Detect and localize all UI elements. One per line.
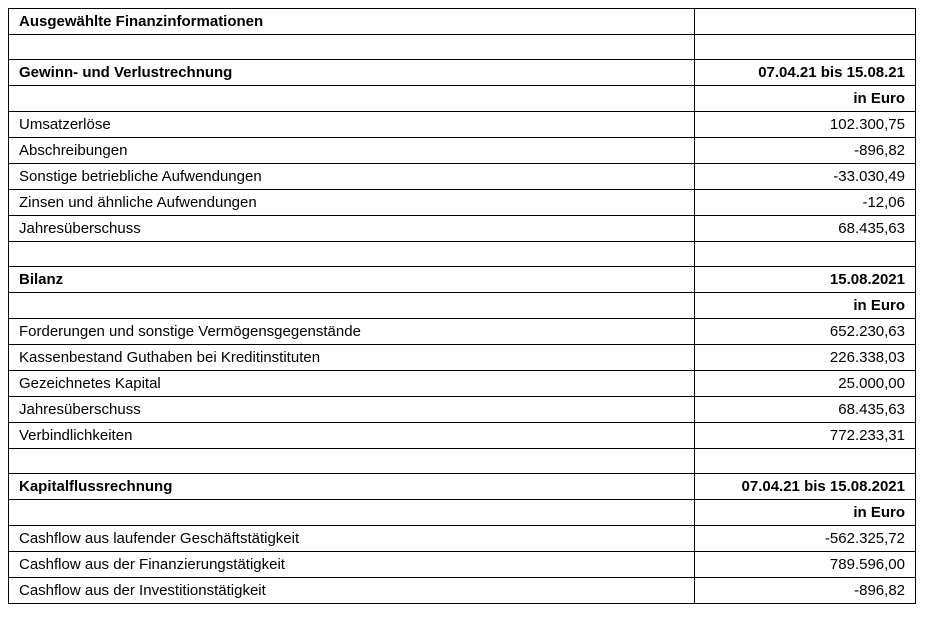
row-value: 772.233,31 [695, 423, 916, 449]
unit-label: in Euro [695, 500, 916, 526]
section-period: 07.04.21 bis 15.08.2021 [695, 474, 916, 500]
row-label: Gezeichnetes Kapital [9, 371, 695, 397]
table-title: Ausgewählte Finanzinformationen [9, 9, 695, 35]
unit-empty-cell [9, 293, 695, 319]
section-period: 15.08.2021 [695, 267, 916, 293]
row-label: Umsatzerlöse [9, 112, 695, 138]
table-row [9, 371, 916, 397]
row-value: -896,82 [695, 578, 916, 604]
spacer-row [9, 242, 916, 267]
row-label: Cashflow aus der Investitionstätigkeit [9, 578, 695, 604]
financial-info-table [8, 8, 916, 604]
row-value: 25.000,00 [695, 371, 916, 397]
row-label: Cashflow aus der Finanzierungstätigkeit [9, 552, 695, 578]
section-heading: Bilanz [9, 267, 695, 293]
unit-empty-cell [9, 500, 695, 526]
row-value: 226.338,03 [695, 345, 916, 371]
row-label: Jahresüberschuss [9, 397, 695, 423]
unit-row [9, 86, 916, 112]
spacer-row [9, 449, 916, 474]
table-row [9, 423, 916, 449]
table-row [9, 345, 916, 371]
row-label: Verbindlichkeiten [9, 423, 695, 449]
row-value: -12,06 [695, 190, 916, 216]
row-label: Cashflow aus laufender Geschäftstätigkeit [9, 526, 695, 552]
row-value: 68.435,63 [695, 397, 916, 423]
spacer-cell [9, 242, 695, 267]
section-heading-row [9, 267, 916, 293]
spacer-cell [9, 35, 695, 60]
financial-info-table-body [9, 9, 916, 604]
section-heading-row [9, 474, 916, 500]
spacer-cell [695, 449, 916, 474]
spacer-cell [9, 449, 695, 474]
unit-label: in Euro [695, 293, 916, 319]
row-label: Jahresüberschuss [9, 216, 695, 242]
section-period: 07.04.21 bis 15.08.21 [695, 60, 916, 86]
row-value: -896,82 [695, 138, 916, 164]
section-heading-row [9, 60, 916, 86]
unit-label: in Euro [695, 86, 916, 112]
row-value: -33.030,49 [695, 164, 916, 190]
table-title-row [9, 9, 916, 35]
row-value: 102.300,75 [695, 112, 916, 138]
row-value: 652.230,63 [695, 319, 916, 345]
spacer-cell [695, 242, 916, 267]
table-row [9, 397, 916, 423]
row-label: Forderungen und sonstige Vermögensgegenstände [9, 319, 695, 345]
section-heading: Gewinn- und Verlustrechnung [9, 60, 695, 86]
table-row [9, 164, 916, 190]
table-row [9, 319, 916, 345]
row-label: Sonstige betriebliche Aufwendungen [9, 164, 695, 190]
table-row [9, 190, 916, 216]
table-row [9, 112, 916, 138]
row-label: Abschreibungen [9, 138, 695, 164]
spacer-row [9, 35, 916, 60]
table-row [9, 138, 916, 164]
row-value: -562.325,72 [695, 526, 916, 552]
row-label: Zinsen und ähnliche Aufwendungen [9, 190, 695, 216]
unit-row [9, 293, 916, 319]
section-heading: Kapitalflussrechnung [9, 474, 695, 500]
table-row [9, 552, 916, 578]
row-label: Kassenbestand Guthaben bei Kreditinstituten [9, 345, 695, 371]
table-title-empty-cell [695, 9, 916, 35]
table-row [9, 578, 916, 604]
unit-empty-cell [9, 86, 695, 112]
table-row [9, 526, 916, 552]
table-row [9, 216, 916, 242]
spacer-cell [695, 35, 916, 60]
row-value: 68.435,63 [695, 216, 916, 242]
row-value: 789.596,00 [695, 552, 916, 578]
unit-row [9, 500, 916, 526]
